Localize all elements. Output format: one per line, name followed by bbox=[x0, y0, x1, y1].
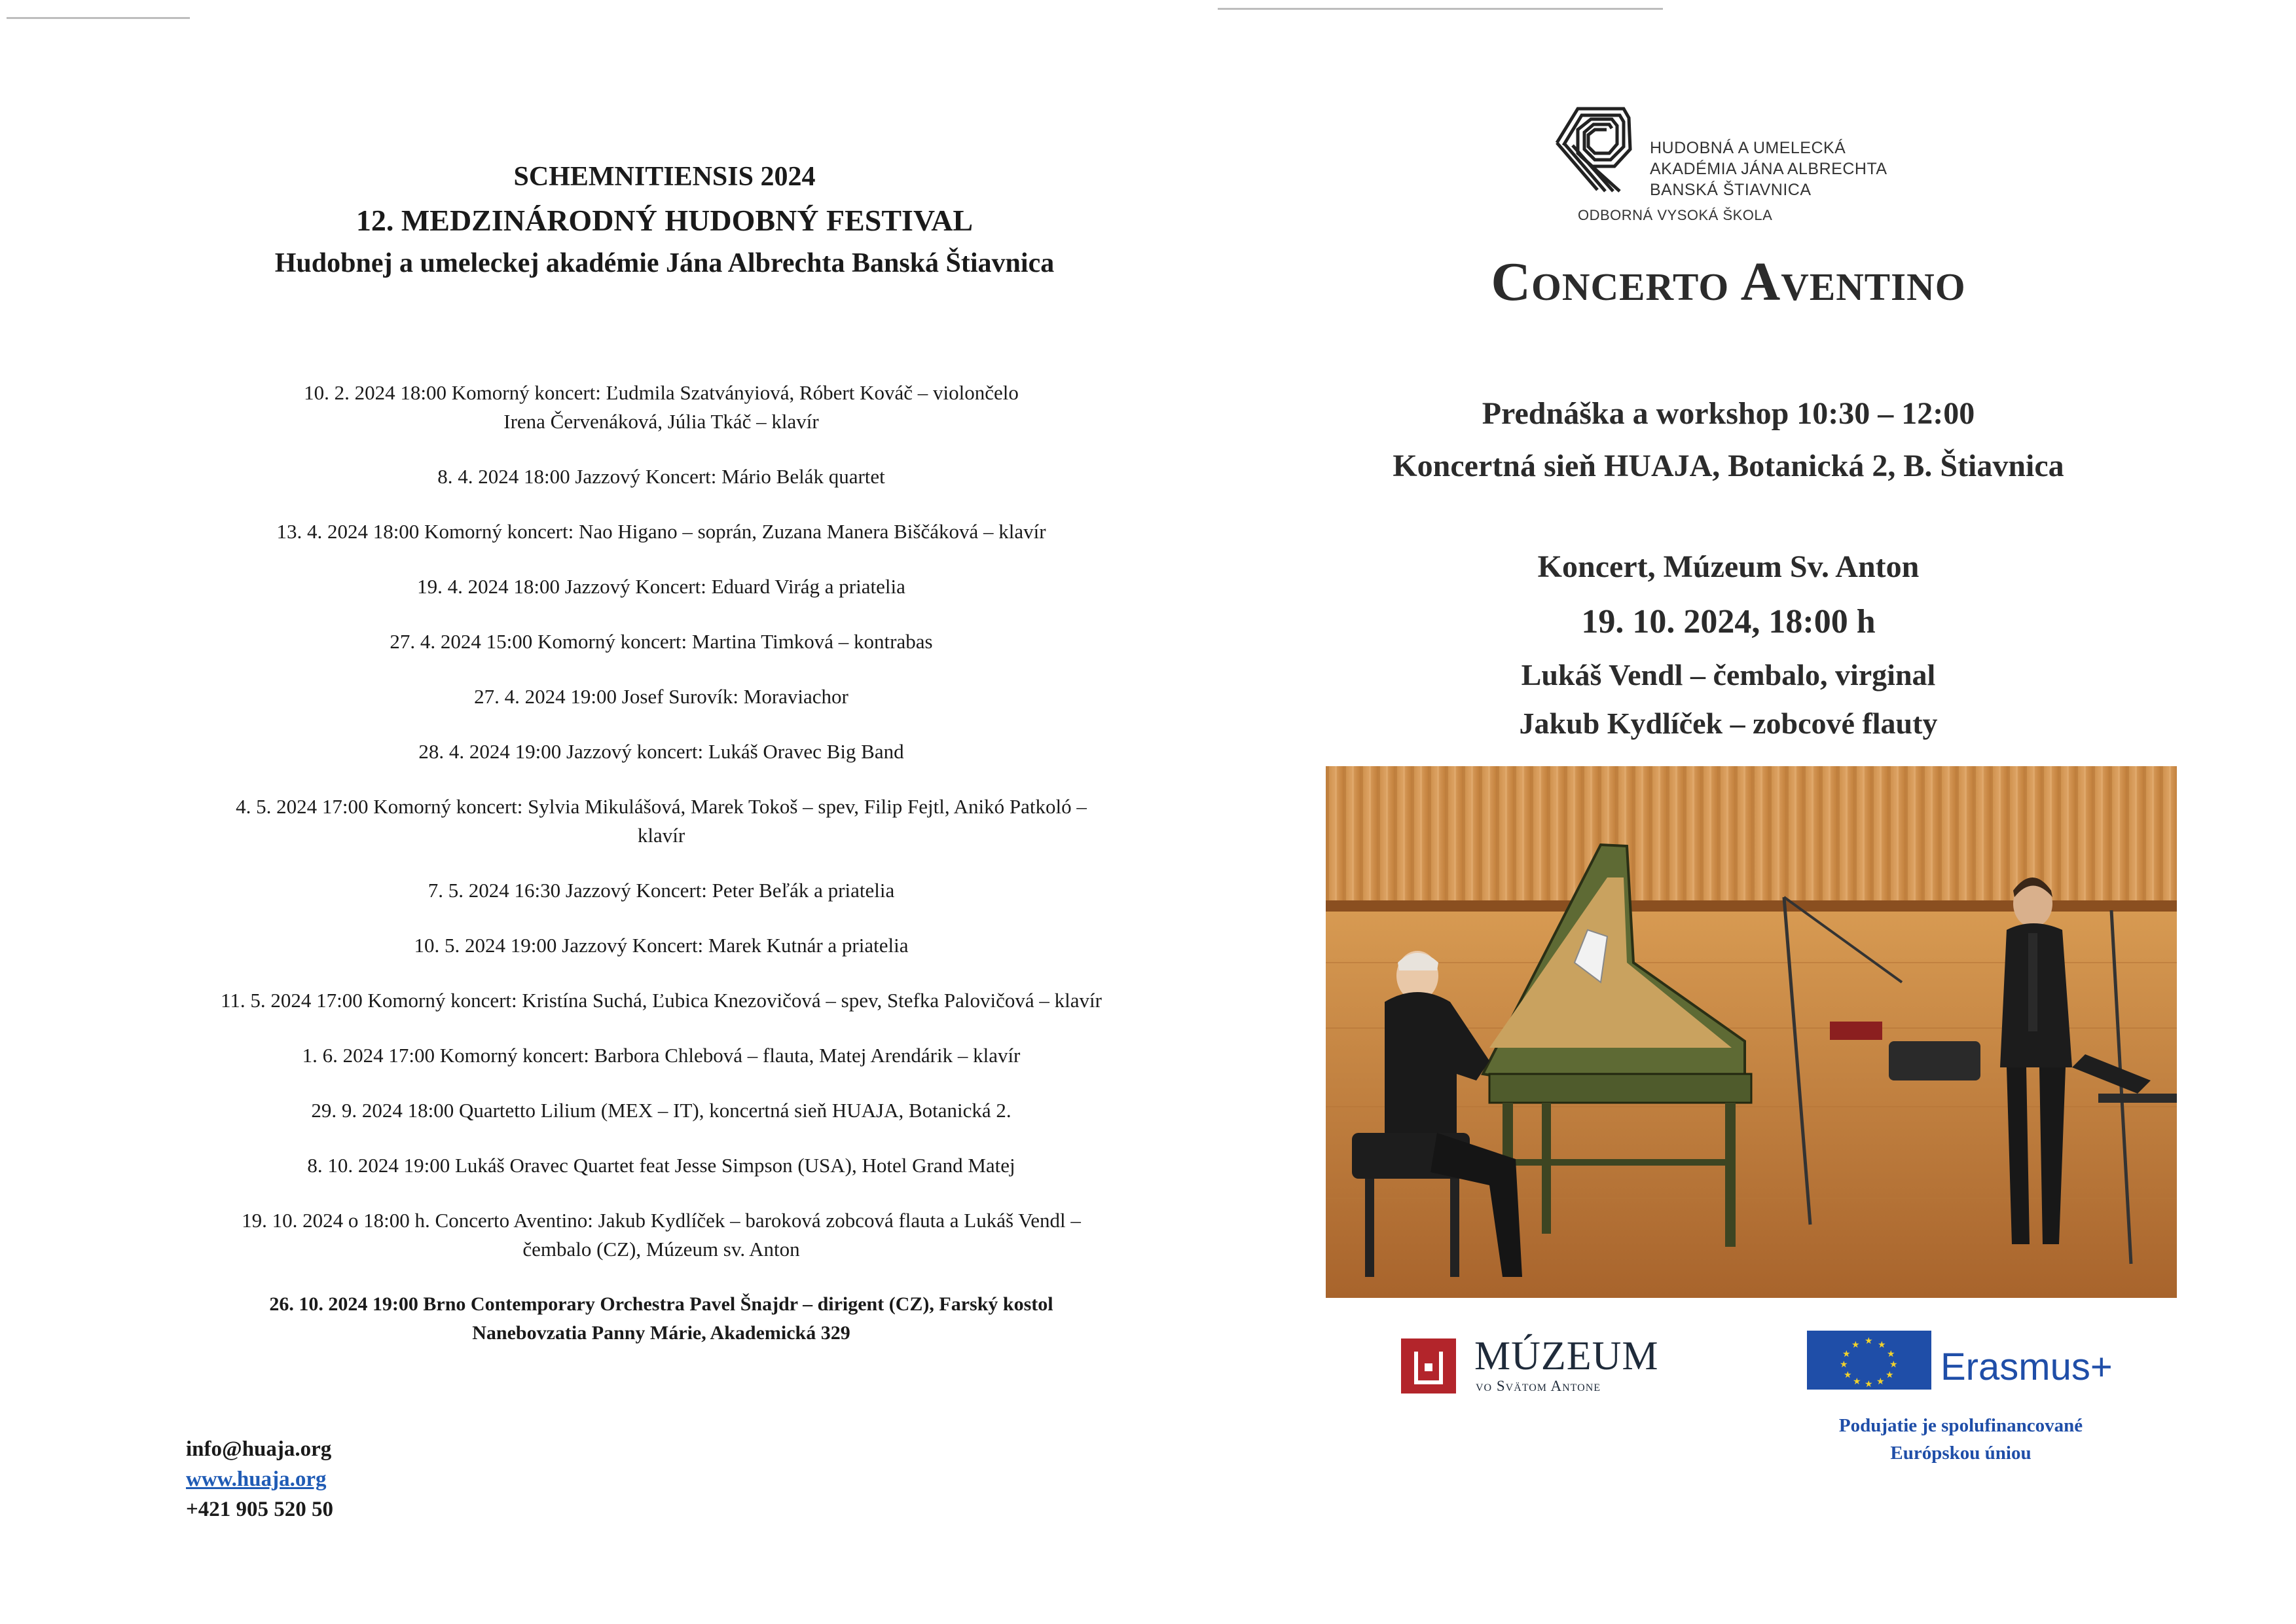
erasmus-name: Erasmus+ bbox=[1941, 1346, 2113, 1388]
event-text: 11. 5. 2024 17:00 Komorný koncert: Kristína Suchá, Ľubica Knezovičová – spev, Stefka Palovičová – klavír bbox=[221, 989, 1102, 1012]
event-item bbox=[157, 572, 1165, 601]
contact-block bbox=[186, 1434, 333, 1524]
event-item-highlight bbox=[157, 1290, 1165, 1348]
event-text-cont: čembalo (CZ), Múzeum sv. Anton bbox=[522, 1238, 800, 1261]
academy-logo bbox=[1552, 103, 1944, 234]
concert-photo bbox=[1326, 766, 2177, 1298]
performer-2: Jakub Kydlíček – zobcové flauty bbox=[1519, 707, 1938, 740]
event-text: 26. 10. 2024 19:00 Brno Contemporary Orchestra Pavel Šnajdr – dirigent (CZ), Farský kostol bbox=[269, 1293, 1053, 1315]
eu-funding-note-line: Európskou úniou bbox=[1890, 1443, 2032, 1464]
workshop-time: Prednáška a workshop 10:30 – 12:00 bbox=[1482, 396, 1975, 431]
performer-1: Lukáš Vendl – čembalo, virginal bbox=[1521, 658, 1936, 692]
eu-funding-note-line: Podujatie je spolufinancované bbox=[1838, 1415, 2083, 1436]
academy-type: ODBORNÁ VYSOKÁ ŠKOLA bbox=[1578, 207, 1773, 223]
event-item bbox=[157, 876, 1165, 905]
museum-logo bbox=[1401, 1331, 1702, 1396]
event-item bbox=[157, 792, 1165, 850]
event-item bbox=[157, 1206, 1165, 1264]
festival-name: SCHEMNITIENSIS 2024 bbox=[513, 162, 816, 192]
event-text: 4. 5. 2024 17:00 Komorný koncert: Sylvia Mikulášová, Marek Tokoš – spev, Filip Fejtl, Anikó Patkoló – bbox=[236, 795, 1087, 818]
event-text: 13. 4. 2024 18:00 Komorný koncert: Nao Higano – soprán, Zuzana Manera Biščáková – klavír bbox=[276, 520, 1046, 543]
event-item bbox=[157, 931, 1165, 960]
contact-phone: +421 905 520 50 bbox=[186, 1498, 334, 1521]
event-text: 10. 5. 2024 19:00 Jazzový Koncert: Marek Kutnár a priatelia bbox=[414, 934, 909, 957]
event-text-cont: klavír bbox=[637, 824, 685, 847]
academy-name bbox=[1650, 138, 1887, 200]
event-text: 29. 9. 2024 18:00 Quartetto Lilium (MEX – IT), koncertná sieň HUAJA, Botanická 2. bbox=[311, 1099, 1011, 1122]
festival-organizer: Hudobnej a umeleckej akadémie Jána Albrechta Banská Štiavnica bbox=[274, 248, 1055, 278]
academy-name-line: BANSKÁ ŠTIAVNICA bbox=[1650, 181, 1812, 199]
event-item bbox=[157, 378, 1165, 436]
event-text-cont: Nanebovzatia Panny Márie, Akademická 329 bbox=[472, 1322, 850, 1344]
museum-subtitle: vo Svätom Antone bbox=[1476, 1378, 1601, 1394]
concert-title: Concerto Aventino bbox=[1491, 251, 1966, 312]
contact-website-link[interactable]: www.huaja.org bbox=[186, 1467, 327, 1491]
museum-icon bbox=[1401, 1338, 1456, 1393]
right-page bbox=[1303, 0, 2296, 1624]
event-text: 7. 5. 2024 16:30 Jazzový Koncert: Peter Beľák a priatelia bbox=[428, 879, 895, 902]
contact-email[interactable]: info@huaja.org bbox=[186, 1437, 332, 1461]
event-item bbox=[157, 986, 1165, 1015]
event-text: 8. 10. 2024 19:00 Lukáš Oravec Quartet feat Jesse Simpson (USA), Hotel Grand Matej bbox=[307, 1154, 1015, 1177]
festival-subtitle: 12. MEDZINÁRODNÝ HUDOBNÝ FESTIVAL bbox=[355, 204, 974, 237]
event-item bbox=[157, 627, 1165, 656]
concert-datetime: 19. 10. 2024, 18:00 h bbox=[1581, 603, 1876, 640]
event-text: 19. 10. 2024 o 18:00 h. Concerto Aventino: Jakub Kydlíček – baroková zobcová flauta a Lukáš Vendl – bbox=[242, 1209, 1081, 1232]
event-item bbox=[157, 1151, 1165, 1180]
event-item bbox=[157, 1096, 1165, 1125]
event-text: 27. 4. 2024 15:00 Komorný koncert: Martina Timková – kontrabas bbox=[390, 630, 933, 653]
event-text: 10. 2. 2024 18:00 Komorný koncert: Ľudmila Szatványiová, Róbert Kováč – violončelo bbox=[304, 381, 1019, 404]
concert-venue: Koncert, Múzeum Sv. Anton bbox=[1537, 549, 1920, 584]
event-item bbox=[157, 737, 1165, 766]
concert-photo-illustration bbox=[1326, 766, 2177, 1298]
event-text: 27. 4. 2024 19:00 Josef Surovík: Moraviachor bbox=[474, 685, 848, 708]
eu-funding-note bbox=[1732, 1412, 2190, 1467]
event-text: 8. 4. 2024 18:00 Jazzový Koncert: Mário Belák quartet bbox=[437, 465, 885, 488]
event-text: 1. 6. 2024 17:00 Komorný koncert: Barbora Chlebová – flauta, Matej Arendárik – klavír bbox=[302, 1044, 1021, 1067]
event-item bbox=[157, 517, 1165, 546]
workshop-location: Koncertná sieň HUAJA, Botanická 2, B. Štiavnica bbox=[1393, 449, 2064, 483]
event-item bbox=[157, 462, 1165, 491]
academy-logo-icon bbox=[1552, 103, 1650, 195]
left-page bbox=[0, 0, 1139, 1624]
event-text: 28. 4. 2024 19:00 Jazzový koncert: Lukáš Oravec Big Band bbox=[418, 740, 904, 763]
museum-name: MÚZEUM bbox=[1474, 1334, 1659, 1378]
erasmus-logo bbox=[1807, 1331, 2113, 1396]
event-item bbox=[157, 682, 1165, 711]
event-item bbox=[157, 1041, 1165, 1070]
academy-name-line: AKADÉMIA JÁNA ALBRECHTA bbox=[1650, 160, 1887, 178]
event-list bbox=[157, 378, 1165, 1374]
eu-flag-icon: ★ ★ ★ ★ ★ ★ ★ ★ ★ ★ ★ ★ bbox=[1807, 1331, 1931, 1390]
academy-name-line: HUDOBNÁ A UMELECKÁ bbox=[1650, 139, 1846, 157]
event-text: 19. 4. 2024 18:00 Jazzový Koncert: Eduard Virág a priatelia bbox=[417, 575, 905, 598]
event-text-cont: Irena Červenáková, Júlia Tkáč – klavír bbox=[503, 410, 819, 433]
